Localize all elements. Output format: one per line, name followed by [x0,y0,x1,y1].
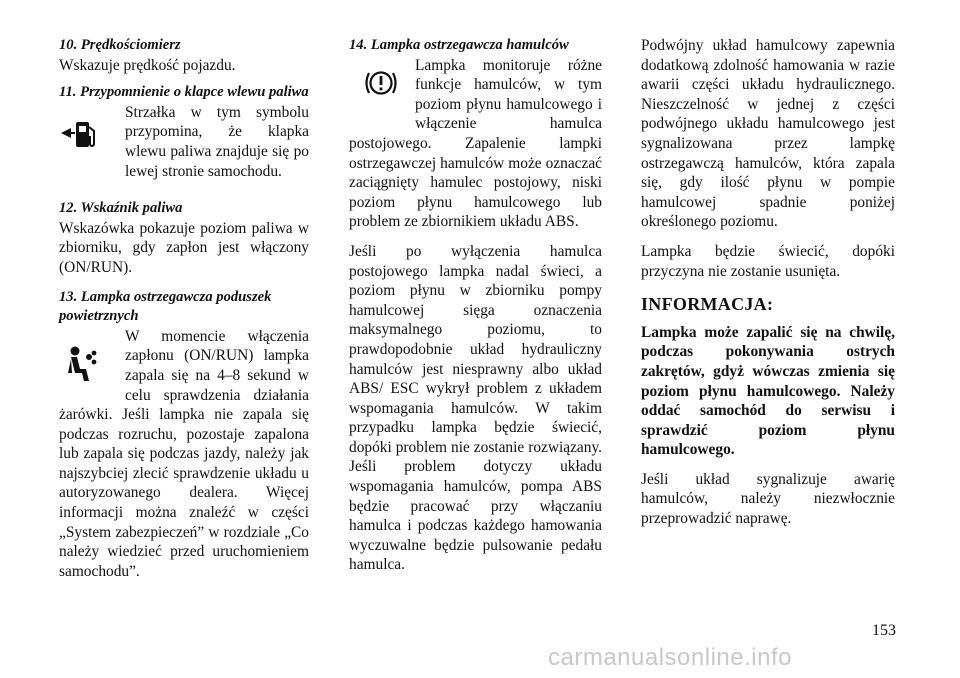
airbag-warning-icon [59,327,125,403]
info-title: INFORMACJA: [641,294,774,315]
page-number: 153 [872,622,896,639]
paragraph: Jeśli po wyłączenia hamulca postojowego lampka nadal świeci, a poziom płynu w zbiorniku pompy hamulcowej sięga oznaczenia maksymalnego poziomu, to prawdopodobnie układ hydrauliczny hamulców jest niesprawny albo układ ABS/ ESC wykrył problem z układem wspomagania hamulców. W takim przypadku lampka będzie świecić, dopóki problem nie zostanie rozwiązany. Jeśli problem dotyczy układu wspomagania hamulców, pompa ABS będzie pracować przy włączaniu hamulca i podczas każdego hamowania wyczuwalne będzie pulsowanie pedału hamulca. [349,242,602,574]
section-text: Wskazówka pokazuje poziom paliwa w zbiorniku, gdy zapłon jest włączony (ON/RUN). [59,219,309,276]
section-heading: 14. Lampka ostrzegawcza hamulców [349,37,569,53]
fuel-door-reminder-icon [59,103,125,169]
section-heading: 13. Lampka ostrzegawcza poduszek powietrznych [59,288,272,325]
section-airbag-warning [59,288,309,582]
section-heading: 10. Prędkościomierz [59,37,181,53]
paragraph: Podwójny układ hamulcowy zapewnia dodatkową zdolność hamowania w razie awarii części układu hydraulicznego. Nieszczelność w jednej z części podwójnego układu hamulcowego jest sygnalizowana przez lampkę ostrzegawczą hamulców, która zapala się, gdy ilość płynu w pompie hamulcowej spadnie poniżej określonego poziomu. [641,37,895,231]
watermark: carmanualsonline.info [548,644,792,671]
paragraph: Jeśli układ sygnalizuje awarię hamulców, należy niezwłocznie przeprowadzić naprawę. [641,470,895,528]
section-brake-warning [349,36,602,232]
section-heading: 12. Wskaźnik paliwa [59,200,183,217]
section-text: W momencie włączenia zapłonu (ON/RUN) lampka zapala się na 4–8 sekund w celu sprawdzenia działania żarówki. Jeśli lampka nie zapala się podczas rozruchu, pozostaje zapalona lub zapala się podczas jazdy, należy jak najszybciej zlecić sprawdzenie układu u autoryzowanego dealera. Więcej informacji można znaleźć w części „System zabezpieczeń” w rozdziale „Co należy wiedzieć przed uruchomieniem samochodu”. [59,327,309,580]
info-text: Lampka może zapalić się na chwilę, podczas pokonywania ostrych zakrętów, gdyż wówczas zmienia się poziom płynu hamulcowego. Należy oddać samochód do serwisu i sprawdzić poziom płynu hamulcowego. [641,323,895,459]
section-speedometer [59,36,309,75]
section-text: Strzałka w tym symbolu przypomina, że klapka wlewu paliwa znajduje się po lewej stronie samochodu. [125,103,309,180]
section-fuel-door-reminder [59,83,309,191]
brake-warning-icon [349,56,415,132]
section-fuel-gauge [59,199,309,277]
column-left [59,36,309,591]
section-text: Wskazuje prędkość pojazdu. [59,56,236,74]
section-text: Lampka monitoruje różne funkcje hamulców, w tym poziom płynu hamulcowego i włączenie hamulca postojowego. Zapalenie lampki ostrzegawczej hamulców może oznaczać zaciągnięty hamulec postojowy, niski poziom płynu hamulcowego lub problem ze zbiornikiem układu ABS. [349,56,602,231]
column-right [641,36,895,539]
paragraph: Lampka będzie świecić, dopóki przyczyna nie zostanie usunięta. [641,242,895,280]
section-heading: 11. Przypomnienie o klapce wlewu paliwa [59,84,309,101]
column-middle [349,36,602,585]
